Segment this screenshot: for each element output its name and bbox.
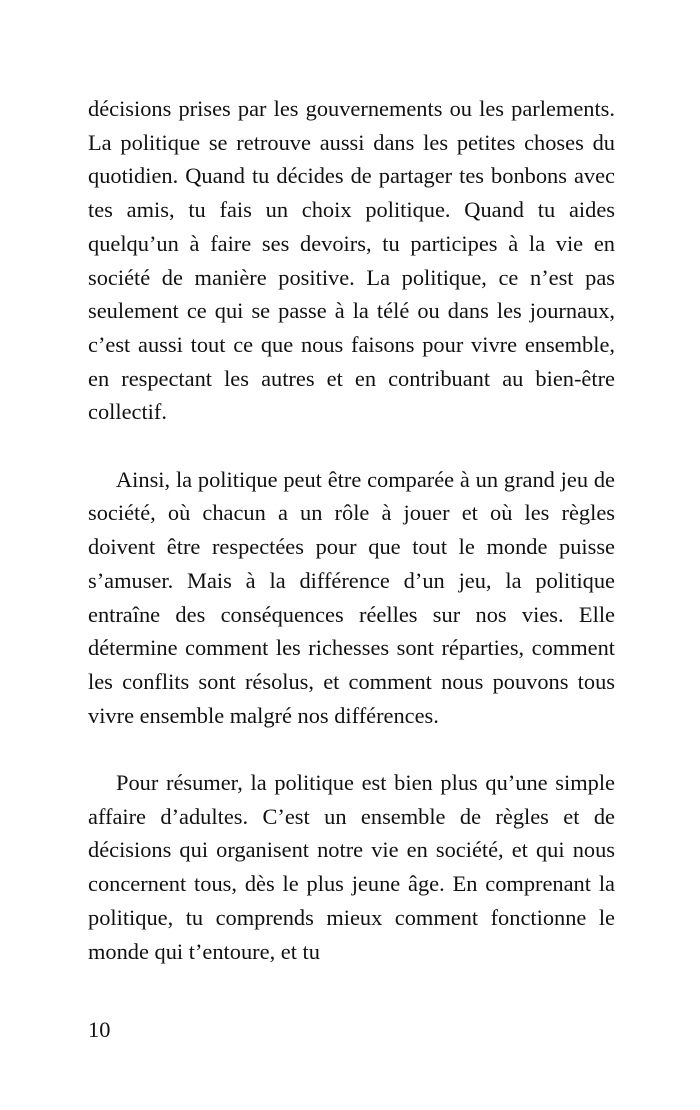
page-body	[88, 92, 615, 968]
paragraph-gap	[88, 429, 615, 463]
page-number: 10	[88, 1017, 111, 1042]
paragraph-continued: décisions prises par les gouvernements ou les parlements. La politique se retrouve aussi dans les petites choses du quotidien. Quand tu décides de partager tes bonbons avec tes amis, tu fais un choix politique. Quand tu aides quelqu’un à faire ses devoirs, tu participes à la vie en société de manière positive. La politique, ce n’est pas seulement ce qui se passe à la télé ou dans les journaux, c’est aussi tout ce que nous faisons pour vivre ensemble, en respectant les autres et en contribuant au bien-être collectif.	[88, 96, 615, 425]
paragraph-pour-resumer: Pour résumer, la politique est bien plus qu’une simple affaire d’adultes. C’est un ensemble de règles et de décisions qui organisent notre vie en société, et qui nous concernent tous, dès le plus jeune âge. En comprenant la politique, tu comprends mieux comment fonctionne le monde qui t’entoure, et tu	[88, 770, 615, 964]
paragraph-ainsi: Ainsi, la politique peut être comparée à un grand jeu de société, où chacun a un rôle à jouer et où les règles doivent être respectées pour que tout le monde puisse s’amuser. Mais à la différence d’un jeu, la politique entraîne des conséquences réelles sur nos vies. Elle détermine comment les richesses sont réparties, comment les conflits sont résolus, et comment nous pouvons tous vivre ensemble malgré nos différences.	[88, 466, 615, 728]
paragraph-gap	[88, 732, 615, 766]
